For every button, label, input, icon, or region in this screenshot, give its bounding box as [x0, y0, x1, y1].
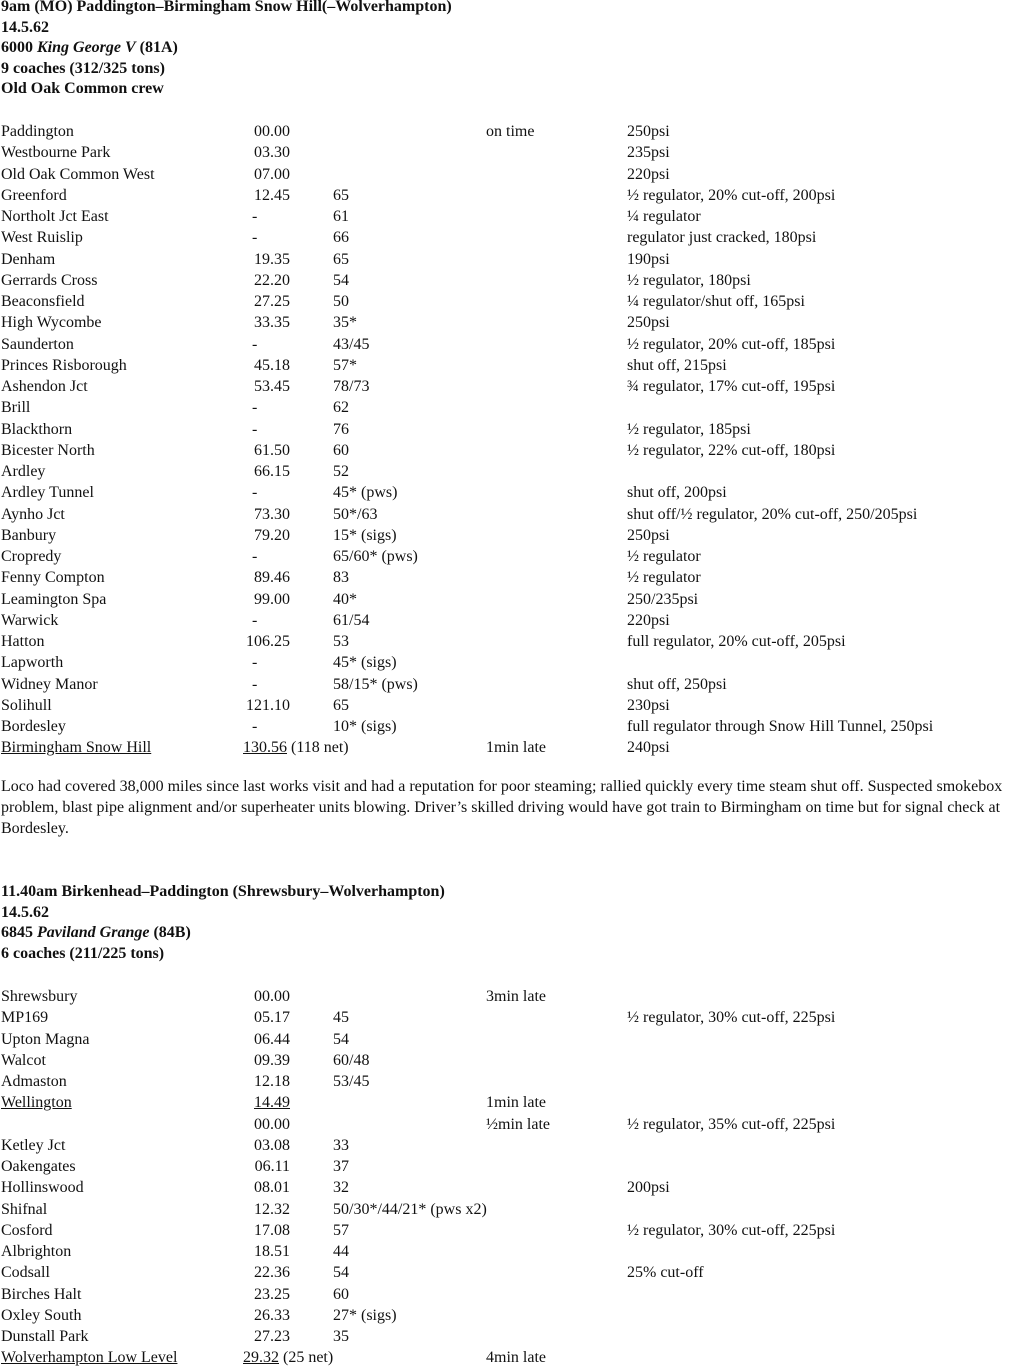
station-name: Gerrards Cross — [1, 271, 98, 289]
station-name: Fenny Compton — [1, 569, 105, 587]
engine-remark: 220psi — [627, 165, 670, 183]
elapsed-time: - — [252, 484, 258, 502]
elapsed-time: 17.08 — [254, 1221, 290, 1239]
station-name: Albrighton — [1, 1243, 72, 1260]
station-name: Blackthorn — [1, 420, 73, 438]
elapsed-time: 00.00 — [254, 123, 290, 140]
elapsed-time: 12.32 — [254, 1200, 290, 1218]
station-name: Aynho Jct — [1, 505, 65, 523]
timing-row — [0, 227, 1018, 248]
timing-row — [0, 589, 1018, 610]
speed: 83 — [333, 569, 349, 587]
elapsed-time: 00.00 — [254, 988, 290, 1005]
elapsed-time: 121.10 — [246, 696, 290, 714]
speed: 58/15* (pws) — [333, 675, 418, 693]
elapsed-time: 26.33 — [254, 1306, 290, 1324]
station-name: Bordesley — [1, 718, 66, 735]
station-name: West Ruislip — [1, 229, 83, 247]
speed: 76 — [333, 420, 349, 438]
speed: 27* (sigs) — [333, 1306, 397, 1324]
elapsed-time: 12.45 — [254, 186, 290, 204]
final-row — [0, 737, 1018, 758]
station-name: Solihull — [1, 696, 52, 714]
timing-row — [0, 525, 1018, 546]
station-name: Princes Risborough — [1, 356, 127, 374]
speed: 50*/63 — [333, 505, 378, 523]
speed: 52 — [333, 463, 349, 480]
timing-row — [0, 142, 1018, 163]
elapsed-time: - — [252, 420, 258, 438]
timing-row — [0, 1241, 1018, 1262]
timing-note: 1min late — [486, 1094, 546, 1112]
speed: 43/45 — [333, 335, 370, 353]
timing-note: 1min late — [486, 739, 546, 757]
elapsed-time: 53.45 — [254, 378, 290, 395]
timing-row — [0, 206, 1018, 227]
timing-row — [0, 355, 1018, 376]
speed: 50 — [333, 293, 349, 310]
elapsed-time — [243, 1347, 333, 1368]
timing-row — [0, 1135, 1018, 1156]
speed: 35* — [333, 314, 357, 332]
speed: 53 — [333, 633, 349, 650]
elapsed-time: 00.00 — [254, 1115, 290, 1133]
elapsed-time: 66.15 — [254, 463, 290, 480]
net-time: (25 net) — [279, 1349, 334, 1367]
speed: 65 — [333, 696, 349, 714]
elapsed-time: - — [252, 654, 258, 672]
speed: 50/30*/44/21* (pws x2) — [333, 1200, 487, 1218]
speed: 33 — [333, 1136, 349, 1154]
timing-row — [0, 482, 1018, 503]
timing-row — [0, 504, 1018, 525]
speed: 78/73 — [333, 378, 370, 395]
timing-row — [0, 986, 1018, 1007]
restart-row — [0, 1114, 1018, 1135]
station-name: Greenford — [1, 186, 67, 204]
speed: 65/60* (pws) — [333, 548, 418, 565]
timing-row — [0, 567, 1018, 588]
speed: 62 — [333, 399, 349, 417]
station-name: Hollinswood — [1, 1179, 84, 1197]
station-name: Upton Magna — [1, 1030, 90, 1048]
loco-shed: (81A) — [135, 39, 178, 56]
elapsed-time: 14.49 — [254, 1094, 290, 1112]
loco-number: 6000 — [1, 39, 37, 56]
engine-remark: shut off, 215psi — [627, 356, 727, 374]
timing-row — [0, 419, 1018, 440]
elapsed-time: 89.46 — [254, 569, 290, 587]
loco-shed: (84B) — [149, 924, 191, 941]
timing-row — [0, 249, 1018, 270]
station-name: Old Oak Common West — [1, 165, 155, 183]
engine-remark: 220psi — [627, 611, 670, 629]
speed: 57 — [333, 1221, 349, 1239]
speed: 54 — [333, 271, 349, 289]
speed: 53/45 — [333, 1073, 370, 1090]
engine-remark: full regulator through Snow Hill Tunnel, 250psi — [627, 718, 934, 735]
station-name: Oakengates — [1, 1158, 76, 1175]
engine-remark: ½ regulator — [627, 548, 701, 565]
timing-row — [0, 312, 1018, 333]
station-name: Banbury — [1, 526, 57, 544]
elapsed-time: 106.25 — [246, 633, 290, 650]
station-name: Beaconsfield — [1, 293, 85, 310]
timing-row — [0, 376, 1018, 397]
elapsed-time: 45.18 — [254, 356, 290, 374]
timing-row — [0, 1220, 1018, 1241]
station-name: Ketley Jct — [1, 1136, 66, 1154]
station-name: Saunderton — [1, 335, 74, 353]
timing-row — [0, 1050, 1018, 1071]
speed: 40* — [333, 590, 357, 608]
run-date: 14.5.62 — [1, 18, 49, 36]
engine-remark: shut off, 200psi — [627, 484, 727, 502]
engine-remark: ½ regulator, 20% cut-off, 200psi — [627, 186, 836, 204]
station-name: Wellington — [1, 1094, 72, 1112]
station-name: Paddington — [1, 123, 74, 140]
elapsed-time: - — [252, 718, 258, 735]
locomotive — [1, 923, 191, 944]
timing-row — [0, 1177, 1018, 1198]
elapsed-time: - — [252, 611, 258, 629]
timing-note: ½min late — [486, 1115, 550, 1133]
timing-row — [0, 1029, 1018, 1050]
engine-remark: full regulator, 20% cut-off, 205psi — [627, 633, 846, 650]
elapsed-time: 73.30 — [254, 505, 290, 523]
timing-row — [0, 674, 1018, 695]
elapsed-time: 08.01 — [254, 1179, 290, 1197]
elapsed-time: 09.39 — [254, 1051, 290, 1069]
engine-remark: ¼ regulator/shut off, 165psi — [627, 293, 805, 310]
timing-row — [0, 610, 1018, 631]
station-name: Admaston — [1, 1073, 67, 1090]
speed: 45 — [333, 1009, 349, 1027]
timing-row — [0, 1071, 1018, 1092]
speed: 45* (sigs) — [333, 654, 397, 672]
timing-row — [0, 397, 1018, 418]
speed: 44 — [333, 1243, 349, 1260]
speed: 61 — [333, 208, 349, 225]
engine-remark: ½ regulator, 22% cut-off, 180psi — [627, 441, 836, 459]
speed: 37 — [333, 1158, 349, 1175]
engine-remark: ½ regulator, 30% cut-off, 225psi — [627, 1221, 836, 1239]
elapsed-time: 27.23 — [254, 1328, 290, 1345]
locomotive — [1, 38, 178, 59]
speed: 60 — [333, 441, 349, 459]
elapsed-time: 07.00 — [254, 165, 290, 183]
timing-row — [0, 440, 1018, 461]
engine-remark: 250psi — [627, 526, 670, 544]
station-name: Leamington Spa — [1, 590, 107, 608]
timing-row — [0, 461, 1018, 482]
timing-row — [0, 334, 1018, 355]
speed: 65 — [333, 250, 349, 268]
station-name: Shrewsbury — [1, 988, 78, 1005]
engine-remark: ½ regulator, 30% cut-off, 225psi — [627, 1009, 836, 1027]
station-name: Warwick — [1, 611, 59, 629]
elapsed-time: 19.35 — [254, 250, 290, 268]
elapsed-time: 18.51 — [254, 1243, 290, 1260]
station-name: Cropredy — [1, 548, 62, 565]
speed: 60/48 — [333, 1051, 370, 1069]
speed: 54 — [333, 1030, 349, 1048]
station-name: Northolt Jct East — [1, 208, 109, 225]
engine-remark: regulator just cracked, 180psi — [627, 229, 817, 247]
speed: 57* — [333, 356, 357, 374]
timing-note: 3min late — [486, 988, 546, 1005]
elapsed-time: 03.30 — [254, 144, 290, 162]
elapsed-time: 23.25 — [254, 1285, 290, 1303]
elapsed-time: 03.08 — [254, 1136, 290, 1154]
elapsed-time: 22.36 — [254, 1264, 290, 1282]
station-name: Westbourne Park — [1, 144, 111, 162]
timing-row — [0, 1156, 1018, 1177]
elapsed-time: 06.11 — [254, 1158, 290, 1175]
timing-note: 4min late — [486, 1349, 546, 1367]
station-name: Widney Manor — [1, 675, 98, 693]
timing-row — [0, 185, 1018, 206]
loco-name: Paviland Grange — [37, 924, 150, 941]
elapsed-time-value: 130.56 — [243, 739, 287, 757]
elapsed-time-value: 29.32 — [243, 1349, 279, 1367]
elapsed-time: 99.00 — [254, 590, 290, 608]
timing-row — [0, 1262, 1018, 1283]
station-name: Dunstall Park — [1, 1328, 89, 1345]
timing-row — [0, 164, 1018, 185]
engine-remark: 200psi — [627, 1179, 670, 1197]
timing-row — [0, 716, 1018, 737]
station-name: Shifnal — [1, 1200, 48, 1218]
speed: 61/54 — [333, 611, 370, 629]
speed: 65 — [333, 186, 349, 204]
train-load: 6 coaches (211/225 tons) — [1, 944, 165, 962]
engine-remark: ½ regulator, 185psi — [627, 420, 751, 438]
engine-remark: 230psi — [627, 696, 670, 714]
engine-remark: 250psi — [627, 123, 670, 140]
speed: 10* (sigs) — [333, 718, 397, 735]
station-name: Walcot — [1, 1051, 46, 1069]
engine-remark: ½ regulator — [627, 569, 701, 587]
speed: 45* (pws) — [333, 484, 398, 502]
train-title: 11.40am Birkenhead–Paddington (Shrewsbury–Wolverhampton) — [1, 883, 445, 900]
station-name: Hatton — [1, 633, 45, 650]
timing-row — [0, 1305, 1018, 1326]
timing-row — [0, 1326, 1018, 1347]
engine-remark: ½ regulator, 35% cut-off, 225psi — [627, 1115, 836, 1133]
loco-name: King George V — [37, 39, 136, 56]
speed: 15* (sigs) — [333, 526, 397, 544]
station-name: Lapworth — [1, 654, 64, 672]
run-date: 14.5.62 — [1, 903, 49, 921]
station-name: Cosford — [1, 1221, 53, 1239]
engine-remark: 250psi — [627, 314, 670, 332]
elapsed-time: - — [252, 675, 258, 693]
speed: 66 — [333, 229, 349, 247]
elapsed-time: 05.17 — [254, 1009, 290, 1027]
final-row — [0, 1347, 1018, 1368]
station-name: High Wycombe — [1, 314, 102, 332]
loco-number: 6845 — [1, 924, 37, 941]
elapsed-time — [243, 737, 349, 758]
elapsed-time: 06.44 — [254, 1030, 290, 1048]
timing-row — [0, 631, 1018, 652]
engine-remark: ½ regulator, 20% cut-off, 185psi — [627, 335, 836, 353]
elapsed-time: - — [252, 335, 258, 353]
speed: 60 — [333, 1285, 349, 1303]
engine-remark: ½ regulator, 180psi — [627, 271, 751, 289]
station-name: Ardley Tunnel — [1, 484, 94, 502]
elapsed-time: - — [252, 548, 258, 565]
engine-remark: ¼ regulator — [627, 208, 701, 225]
engine-remark: 235psi — [627, 144, 670, 162]
station-name: Codsall — [1, 1264, 50, 1282]
timing-row — [0, 695, 1018, 716]
station-name: Ashendon Jct — [1, 378, 88, 395]
run-comment: Loco had covered 38,000 miles since last works visit and had a reputation for poor steaming; rallied quickly every time steam shut off. Suspected smokebox problem, blast pipe alignment and/or superheater units blowing. Driver’s skilled driving would have got train to Birmingham on time but for signal check at Bordesley. — [1, 778, 1003, 837]
timing-row — [0, 1007, 1018, 1028]
elapsed-time: - — [252, 399, 258, 417]
train-title: 9am (MO) Paddington–Birmingham Snow Hill(–Wolverhampton) — [1, 0, 452, 15]
net-time: (118 net) — [287, 739, 349, 757]
speed: 32 — [333, 1179, 349, 1197]
elapsed-time: 12.18 — [254, 1073, 290, 1090]
stop-row — [0, 1092, 1018, 1113]
engine-remark: shut off/½ regulator, 20% cut-off, 250/205psi — [627, 505, 918, 523]
station-name: Wolverhampton Low Level — [1, 1349, 178, 1367]
station-name: Brill — [1, 399, 31, 417]
timing-row — [0, 1284, 1018, 1305]
elapsed-time: 79.20 — [254, 526, 290, 544]
elapsed-time: 61.50 — [254, 441, 290, 459]
station-name: Ardley — [1, 463, 46, 480]
timing-row — [0, 291, 1018, 312]
timing-note: on time — [486, 123, 535, 140]
timing-row — [0, 1199, 1018, 1220]
elapsed-time: - — [252, 229, 258, 247]
elapsed-time: - — [252, 208, 258, 225]
speed: 54 — [333, 1264, 349, 1282]
engine-remark: ¾ regulator, 17% cut-off, 195psi — [627, 378, 836, 395]
station-name: Denham — [1, 250, 56, 268]
speed: 35 — [333, 1328, 349, 1345]
elapsed-time: 33.35 — [254, 314, 290, 332]
timing-row — [0, 121, 1018, 142]
elapsed-time: 27.25 — [254, 293, 290, 310]
station-name: MP169 — [1, 1009, 49, 1027]
station-name: Bicester North — [1, 441, 95, 459]
engine-remark: shut off, 250psi — [627, 675, 727, 693]
train-load: 9 coaches (312/325 tons) — [1, 59, 165, 77]
crew: Old Oak Common crew — [1, 80, 164, 97]
timing-row — [0, 270, 1018, 291]
engine-remark: 240psi — [627, 739, 670, 757]
station-name: Birmingham Snow Hill — [1, 739, 152, 757]
elapsed-time: 22.20 — [254, 271, 290, 289]
engine-remark: 190psi — [627, 250, 670, 268]
engine-remark: 25% cut-off — [627, 1264, 704, 1282]
timing-row — [0, 546, 1018, 567]
engine-remark: 250/235psi — [627, 590, 699, 608]
timing-row — [0, 652, 1018, 673]
station-name: Oxley South — [1, 1306, 82, 1324]
station-name: Birches Halt — [1, 1285, 82, 1303]
